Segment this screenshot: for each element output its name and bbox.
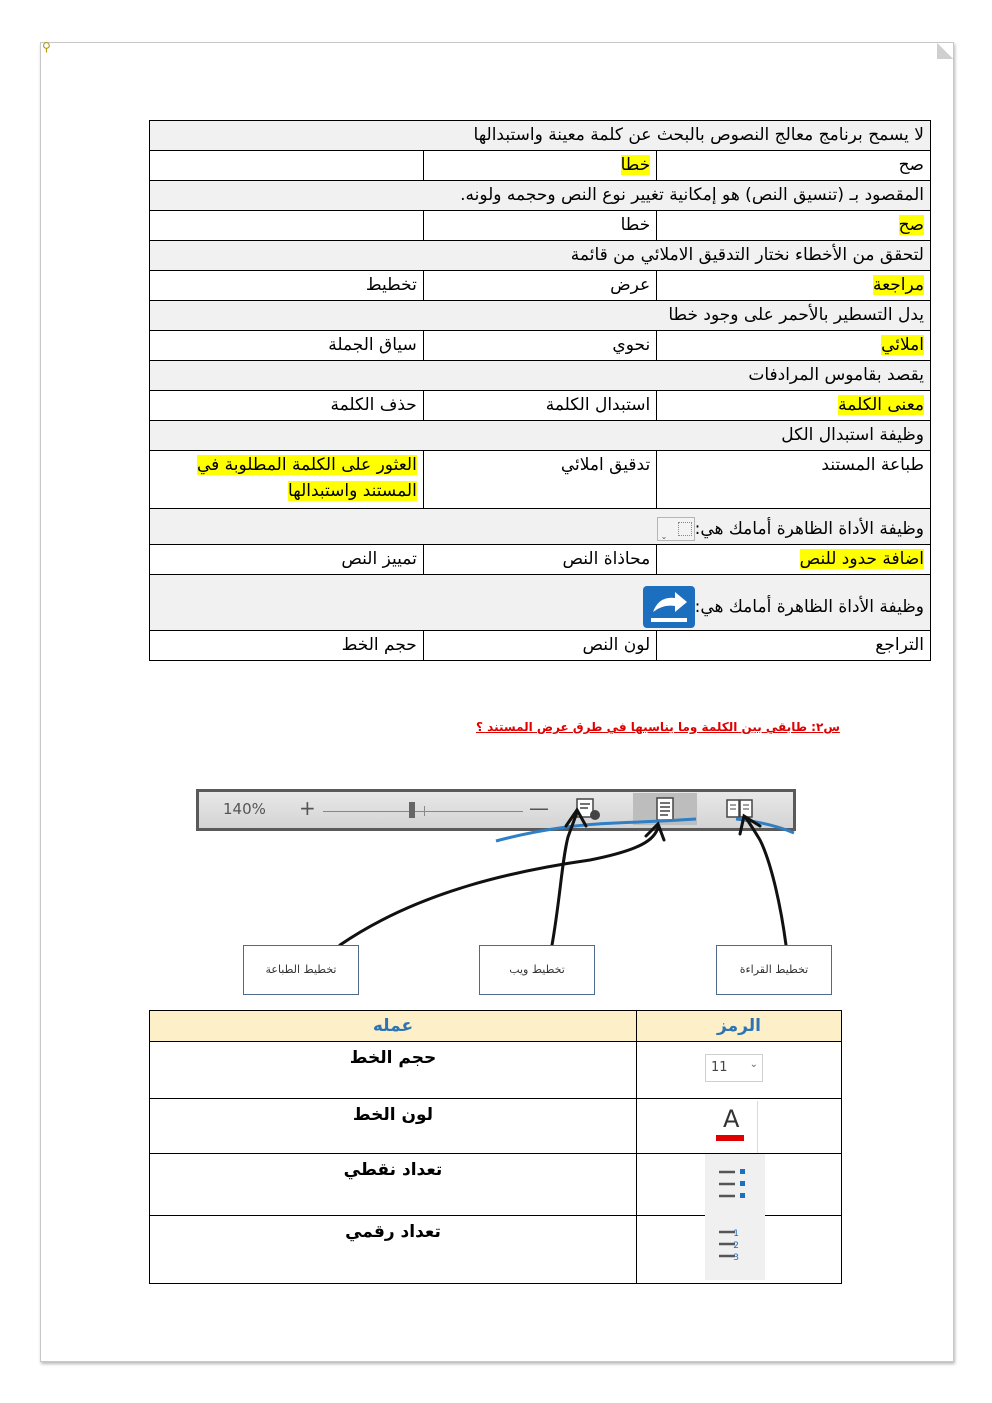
question-cell xyxy=(150,509,931,545)
answer-text: حجم الخط xyxy=(341,635,417,655)
answers-row xyxy=(150,545,931,575)
zoom-in-icon: + xyxy=(299,796,316,820)
question-row xyxy=(150,421,931,451)
highlighted-answer: مراجعة xyxy=(872,275,924,295)
question-row xyxy=(150,509,931,545)
answer-option-3 xyxy=(150,451,424,509)
table-row xyxy=(150,1154,842,1216)
chevron-down-icon: ⌄ xyxy=(749,1059,758,1070)
chevron-down-icon: ⌄ xyxy=(660,532,668,541)
answer-option-2 xyxy=(423,631,656,661)
answer-text: محاذاة النص xyxy=(562,549,651,569)
answers-row xyxy=(150,211,931,241)
question-text: المقصود بـ (تنسيق النص) هو إمكانية تغيير نوع النص وحجمه ولونه. xyxy=(460,185,924,205)
answer-option-1 xyxy=(657,211,931,241)
question-text: وظيفة استبدال الكل xyxy=(781,425,924,445)
svg-text:3: 3 xyxy=(733,1253,739,1263)
answer-option-3 xyxy=(150,151,424,181)
label-print-layout: تخطيط الطباعة xyxy=(243,945,359,995)
question-2-heading: س٢: طابقي بين الكلمة وما يناسبها في طرق عرض المستند ؟ xyxy=(476,720,840,734)
header-function: عمله xyxy=(150,1011,637,1042)
font-color-bar xyxy=(716,1135,744,1141)
highlighted-answer: خطا xyxy=(620,155,651,175)
zoom-out-icon: — xyxy=(529,796,549,820)
question-row xyxy=(150,121,931,151)
font-size-icon xyxy=(705,1054,763,1082)
header-symbol: الرمز xyxy=(637,1011,842,1042)
svg-text:2: 2 xyxy=(733,1241,739,1251)
quiz-table xyxy=(149,120,931,661)
answer-option-3 xyxy=(150,631,424,661)
label-read-mode: تخطيط القراءة xyxy=(716,945,832,995)
answer-option-3 xyxy=(150,391,424,421)
answer-text: طباعة المستند xyxy=(821,455,924,475)
symbols-table xyxy=(149,1010,842,1284)
answers-row xyxy=(150,331,931,361)
answer-option-1 xyxy=(657,151,931,181)
blue-decorative-curve xyxy=(196,815,796,845)
highlighted-answer: العثور على الكلمة المطلوبة في المستند واستبدالها xyxy=(196,455,417,501)
question-text: يقصد بقاموس المرادفات xyxy=(748,365,924,385)
answer-text: خطا xyxy=(620,215,651,235)
answer-option-3 xyxy=(150,545,424,575)
answer-option-1 xyxy=(657,391,931,421)
answer-text: تدقيق املائي xyxy=(560,455,651,475)
question-text: يدل التسطير بالأحمر على وجود خطا xyxy=(668,305,924,325)
answer-text: عرض xyxy=(610,275,651,295)
answer-text: صح xyxy=(898,155,924,175)
answer-option-3 xyxy=(150,211,424,241)
svg-text:1: 1 xyxy=(733,1229,739,1239)
page-corner-fold xyxy=(937,43,953,59)
answer-option-3 xyxy=(150,331,424,361)
answer-option-2 xyxy=(423,211,656,241)
answer-option-3 xyxy=(150,271,424,301)
answer-option-1 xyxy=(657,545,931,575)
table-row xyxy=(150,1216,842,1284)
numbering-icon xyxy=(705,1216,765,1280)
answer-text: لون النص xyxy=(582,635,651,655)
answer-option-2 xyxy=(423,151,656,181)
bullets-icon xyxy=(705,1154,765,1218)
zoom-level: 140% xyxy=(223,800,266,818)
font-color-icon xyxy=(705,1101,758,1153)
answer-option-1 xyxy=(657,331,931,361)
answers-row xyxy=(150,391,931,421)
symbol-cell xyxy=(637,1099,842,1154)
answer-option-1 xyxy=(657,451,931,509)
symbol-cell xyxy=(637,1216,842,1284)
font-color-letter: A xyxy=(723,1105,740,1133)
question-cell xyxy=(150,241,931,271)
answer-option-2 xyxy=(423,331,656,361)
anchor-icon: ⚲ xyxy=(42,40,51,54)
answer-text: استبدال الكلمة xyxy=(545,395,651,415)
question-cell xyxy=(150,301,931,331)
question-row xyxy=(150,575,931,631)
answers-row xyxy=(150,151,931,181)
question-cell xyxy=(150,121,931,151)
answer-option-1 xyxy=(657,271,931,301)
table-row xyxy=(150,1042,842,1099)
function-cell: لون الخط xyxy=(150,1099,637,1154)
question-text: لتحقق من الأخطاء نختار التدقيق الاملائي من قائمة xyxy=(570,245,924,265)
question-row xyxy=(150,241,931,271)
answers-row xyxy=(150,271,931,301)
answer-option-1 xyxy=(657,631,931,661)
question-cell xyxy=(150,575,931,631)
question-text: وظيفة الأداة الظاهرة أمامك هي: xyxy=(694,597,924,617)
question-text: وظيفة الأداة الظاهرة أمامك هي: xyxy=(694,519,924,539)
question-cell xyxy=(150,421,931,451)
label-web-layout: تخطيط ويب xyxy=(479,945,595,995)
question-text: لا يسمح برنامج معالج النصوص بالبحث عن كلمة معينة واستبدالها xyxy=(473,125,924,145)
answer-option-2 xyxy=(423,545,656,575)
grid-dotted-icon xyxy=(678,522,692,536)
answers-row xyxy=(150,451,931,509)
highlighted-answer: صح xyxy=(898,215,924,235)
borders-icon xyxy=(657,517,695,541)
answer-option-2 xyxy=(423,271,656,301)
answer-text: تمييز النص xyxy=(341,549,417,569)
answer-text: التراجع xyxy=(875,635,924,655)
function-cell: تعداد نقطي xyxy=(150,1154,637,1216)
question-row xyxy=(150,301,931,331)
function-cell: تعداد رقمي xyxy=(150,1216,637,1284)
answer-text: تخطيط xyxy=(365,275,417,295)
undo-icon xyxy=(643,586,695,628)
answer-text: نحوي xyxy=(612,335,651,355)
function-cell: حجم الخط xyxy=(150,1042,637,1099)
zoom-slider-track xyxy=(323,811,523,812)
table-row xyxy=(150,1099,842,1154)
font-size-value: 11 xyxy=(711,1060,728,1075)
highlighted-answer: معنى الكلمة xyxy=(838,395,924,415)
answer-option-2 xyxy=(423,391,656,421)
answer-text: حذف الكلمة xyxy=(330,395,417,415)
highlighted-answer: املائي xyxy=(881,335,924,355)
question-row xyxy=(150,181,931,211)
answer-option-2 xyxy=(423,451,656,509)
highlighted-answer: اضافة حدود للنص xyxy=(799,549,924,569)
question-row xyxy=(150,361,931,391)
symbol-cell xyxy=(637,1154,842,1216)
answers-row xyxy=(150,631,931,661)
symbol-cell xyxy=(637,1042,842,1099)
question-cell xyxy=(150,361,931,391)
answer-text: سياق الجملة xyxy=(328,335,417,355)
question-cell xyxy=(150,181,931,211)
